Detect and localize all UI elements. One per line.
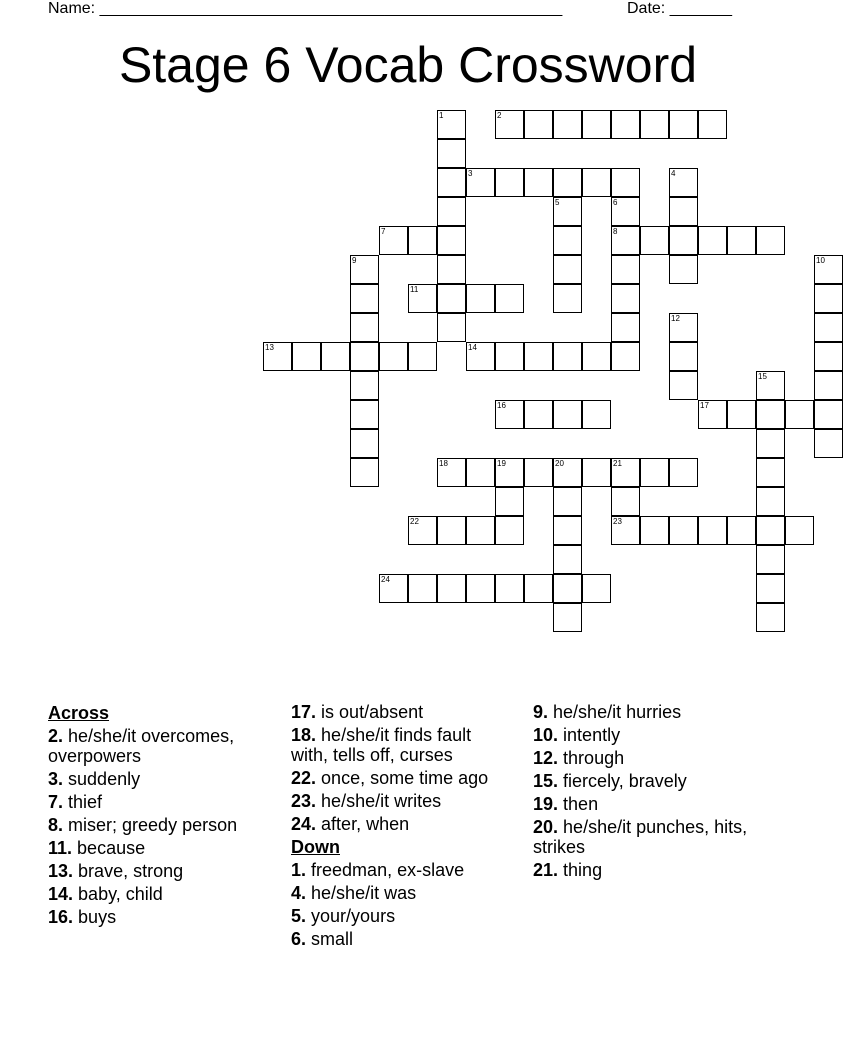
grid-cell[interactable]	[466, 284, 495, 313]
clue-item: 6. small	[291, 929, 354, 949]
cell-number: 20	[555, 459, 564, 468]
grid-cell[interactable]	[466, 458, 495, 487]
grid-cell[interactable]	[698, 516, 727, 545]
clue-item: 1. freedman, ex-slave	[291, 860, 465, 880]
grid-cell[interactable]	[437, 516, 466, 545]
grid-cell[interactable]	[669, 255, 698, 284]
grid-cell[interactable]	[582, 574, 611, 603]
grid-cell[interactable]	[669, 226, 698, 255]
date-field[interactable]: Date: _______	[627, 0, 732, 17]
grid-cell[interactable]	[408, 574, 437, 603]
cell-number: 14	[468, 343, 477, 352]
page-title: Stage 6 Vocab Crossword	[118, 37, 698, 93]
grid-cell[interactable]	[524, 574, 553, 603]
grid-cell[interactable]	[582, 168, 611, 197]
grid-cell[interactable]	[524, 342, 553, 371]
grid-cell[interactable]	[640, 110, 669, 139]
clue-item: 18. he/she/it finds fault with, tells off, curses	[291, 725, 472, 765]
grid-cell[interactable]	[553, 168, 582, 197]
grid-cell[interactable]	[814, 429, 843, 458]
grid-cell[interactable]	[350, 342, 379, 371]
cell-number: 19	[497, 459, 506, 468]
grid-cell[interactable]	[437, 197, 466, 226]
cell-number: 4	[671, 169, 676, 178]
clue-item: 14. baby, child	[48, 884, 163, 904]
grid-cell[interactable]	[611, 255, 640, 284]
grid-cell[interactable]	[785, 400, 814, 429]
grid-cell[interactable]	[495, 284, 524, 313]
grid-cell[interactable]	[379, 574, 408, 603]
grid-cell[interactable]	[727, 400, 756, 429]
grid-cell[interactable]	[495, 574, 524, 603]
grid-cell[interactable]	[408, 516, 437, 545]
grid-cell[interactable]	[611, 226, 640, 255]
clue-item: 13. brave, strong	[48, 861, 184, 881]
grid-cell[interactable]	[611, 168, 640, 197]
grid-cell[interactable]	[292, 342, 321, 371]
grid-cell[interactable]	[350, 313, 379, 342]
clue-item: 9. he/she/it hurries	[533, 702, 682, 722]
grid-cell[interactable]	[669, 313, 698, 342]
clue-item: 15. fiercely, bravely	[533, 771, 687, 791]
clue-column-1	[48, 702, 273, 930]
grid-cell[interactable]	[495, 458, 524, 487]
grid-cell[interactable]	[437, 255, 466, 284]
grid-cell[interactable]	[495, 168, 524, 197]
cell-number: 21	[613, 459, 622, 468]
grid-cell[interactable]	[669, 516, 698, 545]
grid-cell[interactable]	[611, 342, 640, 371]
clue-item: 12. through	[533, 748, 625, 768]
grid-cell[interactable]	[814, 255, 843, 284]
grid-cell[interactable]	[437, 110, 466, 139]
grid-cell[interactable]	[698, 110, 727, 139]
grid-cell[interactable]	[582, 342, 611, 371]
cell-number: 5	[555, 198, 560, 207]
grid-cell[interactable]	[756, 458, 785, 487]
grid-cell[interactable]	[611, 110, 640, 139]
clue-item: 16. buys	[48, 907, 117, 927]
clue-item: 2. he/she/it overcomes, overpowers	[48, 726, 235, 766]
grid-cell[interactable]	[553, 400, 582, 429]
grid-cell[interactable]	[756, 574, 785, 603]
grid-cell[interactable]	[466, 342, 495, 371]
grid-cell[interactable]	[495, 342, 524, 371]
grid-cell[interactable]	[379, 226, 408, 255]
clue-item: 10. intently	[533, 725, 621, 745]
cell-number: 13	[265, 343, 274, 352]
grid-cell[interactable]	[437, 139, 466, 168]
grid-cell[interactable]	[814, 342, 843, 371]
grid-cell[interactable]	[582, 458, 611, 487]
clue-item: 21. thing	[533, 860, 603, 880]
grid-cell[interactable]	[669, 458, 698, 487]
grid-cell[interactable]	[553, 516, 582, 545]
grid-cell[interactable]	[553, 458, 582, 487]
grid-cell[interactable]	[437, 168, 466, 197]
grid-cell[interactable]	[553, 284, 582, 313]
grid-cell[interactable]	[640, 516, 669, 545]
grid-cell[interactable]	[669, 168, 698, 197]
grid-cell[interactable]	[524, 110, 553, 139]
grid-cell[interactable]	[408, 342, 437, 371]
grid-cell[interactable]	[437, 458, 466, 487]
grid-cell[interactable]	[350, 371, 379, 400]
grid-cell[interactable]	[727, 226, 756, 255]
grid-cell[interactable]	[785, 516, 814, 545]
grid-cell[interactable]	[350, 458, 379, 487]
clue-item: 19. then	[533, 794, 599, 814]
grid-cell[interactable]	[814, 371, 843, 400]
grid-cell[interactable]	[553, 487, 582, 516]
grid-cell[interactable]	[495, 516, 524, 545]
clue-item: 3. suddenly	[48, 769, 141, 789]
cell-number: 24	[381, 575, 390, 584]
grid-cell[interactable]	[350, 400, 379, 429]
cell-number: 11	[410, 285, 419, 294]
cell-number: 2	[497, 111, 502, 120]
grid-cell[interactable]	[350, 284, 379, 313]
grid-cell[interactable]	[553, 603, 582, 632]
grid-cell[interactable]	[814, 284, 843, 313]
grid-cell[interactable]	[437, 313, 466, 342]
grid-cell[interactable]	[263, 342, 292, 371]
grid-cell[interactable]	[553, 197, 582, 226]
grid-cell[interactable]	[756, 371, 785, 400]
clue-item: 8. miser; greedy person	[48, 815, 238, 835]
cell-number: 6	[613, 198, 618, 207]
cell-number: 7	[381, 227, 386, 236]
grid-cell[interactable]	[611, 197, 640, 226]
clue-item: 5. your/yours	[291, 906, 396, 926]
grid-cell[interactable]	[466, 168, 495, 197]
grid-cell[interactable]	[814, 313, 843, 342]
grid-cell[interactable]	[756, 603, 785, 632]
grid-cell[interactable]	[350, 429, 379, 458]
grid-cell[interactable]	[611, 487, 640, 516]
grid-cell[interactable]	[756, 487, 785, 516]
clue-item: 11. because	[48, 838, 146, 858]
grid-cell[interactable]	[553, 574, 582, 603]
grid-cell[interactable]	[640, 226, 669, 255]
clue-item: 7. thief	[48, 792, 103, 812]
grid-cell[interactable]	[669, 110, 698, 139]
grid-cell[interactable]	[756, 400, 785, 429]
grid-cell[interactable]	[553, 342, 582, 371]
clue-item: 4. he/she/it was	[291, 883, 417, 903]
grid-cell[interactable]	[379, 342, 408, 371]
grid-cell[interactable]	[640, 458, 669, 487]
grid-cell[interactable]	[814, 400, 843, 429]
grid-cell[interactable]	[756, 429, 785, 458]
grid-cell[interactable]	[756, 226, 785, 255]
grid-cell[interactable]	[437, 574, 466, 603]
cell-number: 15	[758, 372, 767, 381]
name-field[interactable]: Name: ____________________________________________________	[48, 0, 563, 17]
grid-cell[interactable]	[669, 197, 698, 226]
cell-number: 18	[439, 459, 448, 468]
grid-cell[interactable]	[437, 284, 466, 313]
cell-number: 16	[497, 401, 506, 410]
cell-number: 22	[410, 517, 419, 526]
grid-cell[interactable]	[611, 458, 640, 487]
grid-cell[interactable]	[321, 342, 350, 371]
cell-number: 3	[468, 169, 473, 178]
cell-number: 9	[352, 256, 357, 265]
grid-cell[interactable]	[553, 545, 582, 574]
clue-item: 17. is out/absent	[291, 702, 424, 722]
cell-number: 12	[671, 314, 680, 323]
grid-cell[interactable]	[553, 255, 582, 284]
grid-cell[interactable]	[524, 458, 553, 487]
grid-cell[interactable]	[408, 284, 437, 313]
grid-cell[interactable]	[611, 284, 640, 313]
grid-cell[interactable]	[553, 226, 582, 255]
clue-item: 23. he/she/it writes	[291, 791, 442, 811]
clue-column-2	[291, 702, 511, 952]
grid-cell[interactable]	[350, 255, 379, 284]
cell-number: 1	[439, 111, 444, 120]
grid-cell[interactable]	[553, 110, 582, 139]
cell-number: 23	[613, 517, 622, 526]
grid-cell[interactable]	[698, 400, 727, 429]
grid-cell[interactable]	[437, 226, 466, 255]
grid-cell[interactable]	[495, 110, 524, 139]
grid-cell[interactable]	[582, 400, 611, 429]
grid-cell[interactable]	[669, 371, 698, 400]
clue-item: 24. after, when	[291, 814, 410, 834]
grid-cell[interactable]	[524, 400, 553, 429]
grid-cell[interactable]	[756, 516, 785, 545]
grid-cell[interactable]	[495, 400, 524, 429]
grid-cell[interactable]	[669, 342, 698, 371]
grid-cell[interactable]	[582, 110, 611, 139]
grid-cell[interactable]	[756, 545, 785, 574]
grid-cell[interactable]	[524, 168, 553, 197]
clue-column-3	[533, 702, 763, 883]
clue-item: 20. he/she/it punches, hits, strikes	[533, 817, 748, 857]
cell-number: 10	[816, 256, 825, 265]
cell-number: 17	[700, 401, 709, 410]
grid-cell[interactable]	[466, 574, 495, 603]
grid-cell[interactable]	[466, 516, 495, 545]
grid-cell[interactable]	[408, 226, 437, 255]
grid-cell[interactable]	[611, 516, 640, 545]
cell-number: 8	[613, 227, 618, 236]
grid-cell[interactable]	[727, 516, 756, 545]
down-heading: Down	[291, 837, 340, 857]
grid-cell[interactable]	[698, 226, 727, 255]
grid-cell[interactable]	[495, 487, 524, 516]
across-heading: Across	[48, 703, 110, 723]
clue-item: 22. once, some time ago	[291, 768, 489, 788]
grid-cell[interactable]	[611, 313, 640, 342]
